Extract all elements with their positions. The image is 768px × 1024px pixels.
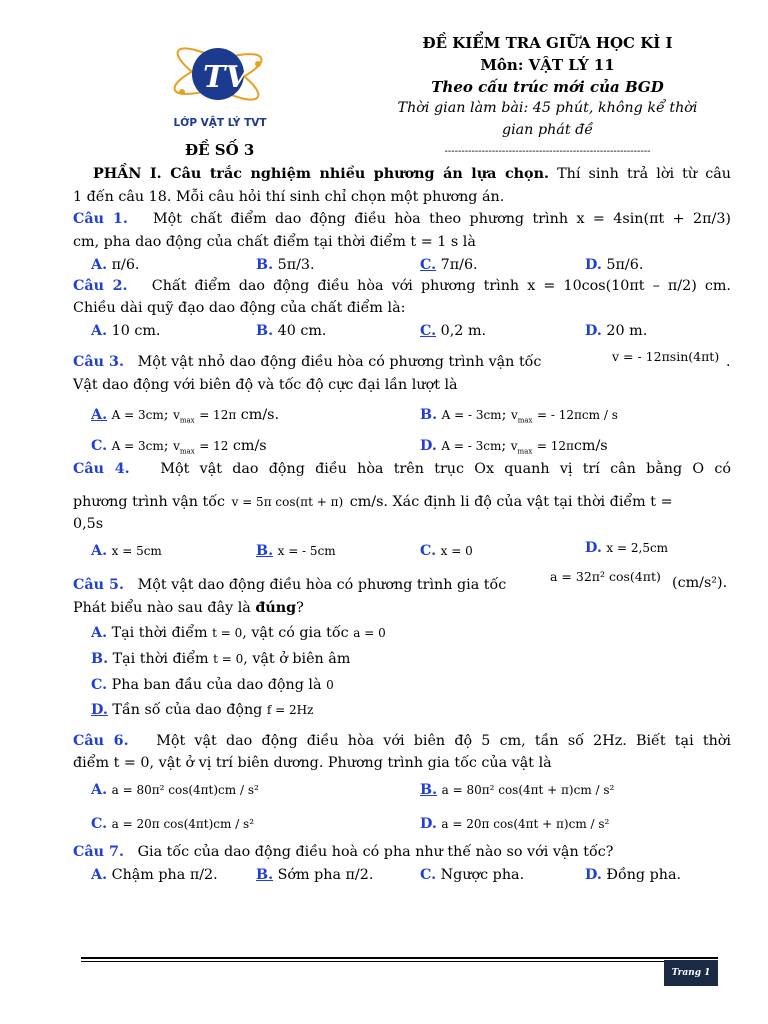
q4-label: Câu 4. <box>73 461 130 477</box>
q4-stem: Một vật dao động điều hòa trên trục Ox quanh vị trí cân bằng O có <box>160 461 731 477</box>
option-math: 0 <box>326 678 334 692</box>
option-letter: B. <box>91 651 109 667</box>
logo-text: LỚP VẬT LÝ TVT <box>173 117 267 129</box>
option-text: π/6. <box>111 257 140 273</box>
option-letter: A. <box>91 543 108 559</box>
option-text: x = 0 <box>440 544 473 558</box>
q3-stem: Một vật nhỏ dao động điều hòa có phương trình vận tốc <box>137 354 542 370</box>
option-text: 5π/6. <box>606 257 644 273</box>
subject: Môn: VẬT LÝ 11 <box>480 56 615 74</box>
option-letter: D. <box>585 323 602 339</box>
footer-rule-thin <box>81 961 718 962</box>
option-letter: A. <box>91 323 108 339</box>
q3-option-d[interactable]: D. A = - 3cm; $v_{max} = 12\pi cm/s$ <box>420 438 608 456</box>
q5-option-a[interactable] <box>91 623 386 644</box>
option-letter: A. <box>91 625 108 641</box>
q6-option-a[interactable] <box>91 780 259 801</box>
q2-line2: Chiều dài quỹ đạo dao động của chất điểm là: <box>73 300 406 316</box>
option-text: x = 2,5cm <box>606 541 669 555</box>
structure-note: Theo cấu trúc mới của BGD <box>431 78 664 96</box>
option-unit: cm/s. <box>240 407 280 423</box>
option-text: Tần số của dao động <box>112 702 263 718</box>
q2-label: Câu 2. <box>73 278 128 294</box>
vmax-symbol <box>510 408 533 425</box>
option-text: a = 20π cos(4πt)cm / s² <box>111 817 255 831</box>
q5-stem-emphasis: đúng <box>255 600 297 616</box>
vmax-v: v <box>510 408 518 422</box>
option-letter: D. <box>585 257 602 273</box>
q4-line2 <box>73 492 731 513</box>
option-letter: A. <box>91 867 108 883</box>
q5-unit: (cm/s²). <box>672 575 728 591</box>
q7-option-a[interactable] <box>91 865 218 886</box>
option-vmax: = 12π <box>199 408 237 422</box>
q7-stem: Gia tốc của dao động điều hoà có pha như thế nào so với vận tốc? <box>137 844 614 860</box>
option-math: t = 0 <box>212 626 243 640</box>
q2-line1 <box>73 276 731 297</box>
part1-line2: 1 đến câu 18. Mỗi câu hỏi thí sinh chỉ chọn một phương án. <box>73 189 505 205</box>
part1-text1: Thí sinh trả lời từ câu <box>548 166 731 182</box>
svg-text:TV: TV <box>203 60 249 95</box>
q3-line2: Vật dao động với biên độ và tốc độ cực đại lần lượt là <box>73 377 458 393</box>
q3-option-c[interactable]: C. A = 3cm; $v_{max} = 12$ cm/s <box>91 438 267 456</box>
q5-stem-part2: ? <box>296 600 304 616</box>
option-text: 40 cm. <box>277 323 327 339</box>
q6-line1 <box>73 731 731 752</box>
option-letter: C. <box>420 323 437 339</box>
q5-option-b[interactable] <box>91 649 350 670</box>
header-dashes: ------------------------------------------------------------- <box>444 146 651 157</box>
q4-equation: v = 5π cos(πt + π) <box>231 495 344 509</box>
option-text: x = - 5cm <box>277 544 336 558</box>
q2-option-a[interactable] <box>91 321 160 342</box>
q6-option-c[interactable] <box>91 814 254 835</box>
q5-label: Câu 5. <box>73 577 124 593</box>
option-letter: A. <box>91 407 108 423</box>
q1-label: Câu 1. <box>73 211 128 227</box>
q3-option-b[interactable]: B. A = - 3cm; $v_{max}$ = - 12πcm / s <box>420 407 618 425</box>
vmax-sub: max <box>517 447 533 456</box>
option-letter: B. <box>420 782 438 798</box>
option-vmax: = 12π <box>536 439 574 453</box>
option-text: Sớm pha π/2. <box>277 867 374 883</box>
q4-stem-part2: cm/s. Xác định li độ của vật tại thời điểm t = <box>349 494 673 510</box>
option-letter: B. <box>256 257 274 273</box>
q4-option-d[interactable] <box>585 538 668 559</box>
footer-rule-thick <box>81 957 718 959</box>
q7-option-c[interactable] <box>420 865 524 886</box>
vmax-sub: max <box>179 447 195 456</box>
option-letter: D. <box>420 816 437 832</box>
vmax-v: v <box>510 439 518 453</box>
q1-option-a[interactable] <box>91 255 139 276</box>
option-letter: A. <box>91 782 108 798</box>
option-vmax: = 12 <box>199 439 229 453</box>
q7-line1 <box>73 842 731 863</box>
option-text: Đồng pha. <box>606 867 682 883</box>
option-amplitude: A = - 3cm <box>441 408 502 422</box>
option-letter: D. <box>585 540 602 556</box>
q2-option-c[interactable] <box>420 321 486 342</box>
option-letter: D. <box>585 867 602 883</box>
option-amplitude: A = - 3cm <box>441 439 502 453</box>
vmax-symbol <box>173 408 195 425</box>
option-letter: C. <box>420 543 437 559</box>
q1-line2: cm, pha dao động của chất điểm tại thời điểm t = 1 s là <box>73 234 476 250</box>
q4-option-c[interactable] <box>420 541 473 562</box>
option-letter: B. <box>256 867 274 883</box>
option-math: a = 0 <box>353 626 386 640</box>
q4-option-a[interactable] <box>91 541 162 562</box>
option-text: Pha ban đầu của dao động là <box>111 677 322 693</box>
q5-option-d[interactable] <box>91 700 313 721</box>
q6-label: Câu 6. <box>73 733 129 749</box>
option-text: Tại thời điểm <box>112 651 209 667</box>
option-letter: C. <box>420 257 437 273</box>
option-letter: C. <box>91 816 108 832</box>
vmax-sub: max <box>517 416 533 425</box>
q4-line1 <box>73 459 731 480</box>
option-text: , vật ở biên âm <box>243 651 351 667</box>
option-text: a = 80π² cos(4πt)cm / s² <box>111 783 259 797</box>
q7-option-b[interactable] <box>256 865 373 886</box>
option-text: 5π/3. <box>277 257 315 273</box>
option-letter: B. <box>420 407 438 423</box>
q2-stem: Chất điểm dao động điều hòa với phương trình x = 10cos(10πt – π/2) cm. <box>151 278 731 294</box>
q1-line1 <box>73 209 731 230</box>
option-text: a = 20π cos(4πt + π)cm / s² <box>441 817 610 831</box>
part1-line1 <box>73 164 731 185</box>
option-amplitude: A = 3cm <box>111 408 164 422</box>
option-vmax: = - 12πcm / s <box>537 408 618 422</box>
exam-title: ĐỀ KIỂM TRA GIỮA HỌC KÌ I <box>422 34 673 52</box>
vmax-v: v <box>173 439 180 453</box>
vmax-symbol <box>173 439 195 456</box>
option-letter: D. <box>420 438 437 454</box>
option-letter: B. <box>256 543 274 559</box>
q5-line2 <box>73 598 731 619</box>
option-text: 7π/6. <box>440 257 478 273</box>
vmax-sub: max <box>179 416 195 425</box>
option-letter: C. <box>91 438 108 454</box>
option-letter: A. <box>91 257 108 273</box>
page-number: Trang 1 <box>664 960 718 986</box>
option-unit: cm/s <box>573 438 608 454</box>
q7-label: Câu 7. <box>73 844 124 860</box>
time-note-line1: Thời gian làm bài: 45 phút, không kể thời <box>397 100 698 116</box>
q7-option-d[interactable] <box>585 865 681 886</box>
q3-label: Câu 3. <box>73 354 124 370</box>
vmax-v: v <box>173 408 180 422</box>
option-math: t = 0 <box>213 652 244 666</box>
option-text: Tại thời điểm <box>111 625 208 641</box>
option-letter: D. <box>91 702 108 718</box>
q6-option-b[interactable] <box>420 780 614 801</box>
option-text: x = 5cm <box>111 544 162 558</box>
q1-stem: Một chất điểm dao động điều hòa theo phương trình x = 4sin(πt + 2π/3) <box>153 211 731 227</box>
option-text: 20 m. <box>606 323 648 339</box>
q2-option-b[interactable] <box>256 321 326 342</box>
q6-line2: điểm t = 0, vật ở vị trí biên dương. Phương trình gia tốc của vật là <box>73 755 552 771</box>
q5-stem: Một vật dao động điều hòa có phương trình gia tốc <box>137 577 507 593</box>
q2-option-d[interactable] <box>585 321 647 342</box>
option-math: f = 2Hz <box>266 703 314 717</box>
q5-equation: a = 32π² cos(4πt) <box>550 569 661 584</box>
option-letter: B. <box>256 323 274 339</box>
q1-option-c[interactable] <box>420 255 478 276</box>
q3-equation: v = - 12πsin(4πt) <box>612 349 720 364</box>
option-letter: C. <box>91 677 108 693</box>
q3-eq-dot: . <box>726 354 731 370</box>
vmax-symbol <box>510 439 533 456</box>
option-text: Chậm pha π/2. <box>111 867 218 883</box>
q6-option-d[interactable] <box>420 814 609 835</box>
q4-option-b[interactable] <box>256 541 336 562</box>
option-amplitude: A = 3cm <box>111 439 164 453</box>
q1-option-d[interactable] <box>585 255 643 276</box>
q4-line3: 0,5s <box>73 516 104 532</box>
option-unit: cm/s <box>232 438 267 454</box>
q5-option-c[interactable] <box>91 675 334 696</box>
q3-option-a[interactable]: A. A = 3cm; $v_{max} = 12\pi$ cm/s. <box>91 407 280 425</box>
option-text: , vật có gia tốc <box>242 625 349 641</box>
q6-stem: Một vật dao động điều hòa với biên độ 5 cm, tần số 2Hz. Biết tại thời <box>156 733 731 749</box>
option-text: 0,2 m. <box>440 323 487 339</box>
option-text: Ngược pha. <box>440 867 525 883</box>
option-text: 10 cm. <box>111 323 161 339</box>
exam-code: ĐỀ SỐ 3 <box>185 141 255 159</box>
q1-option-b[interactable] <box>256 255 315 276</box>
time-note-line2: gian phát đề <box>501 122 594 138</box>
part1-heading: PHẦN I. Câu trắc nghiệm nhiều phương án lựa chọn. <box>93 166 549 182</box>
option-text: a = 80π² cos(4πt + π)cm / s² <box>441 783 615 797</box>
q4-stem-part1: phương trình vận tốc <box>73 494 226 510</box>
q5-stem-part1: Phát biểu nào sau đây là <box>73 600 256 616</box>
option-letter: C. <box>420 867 437 883</box>
